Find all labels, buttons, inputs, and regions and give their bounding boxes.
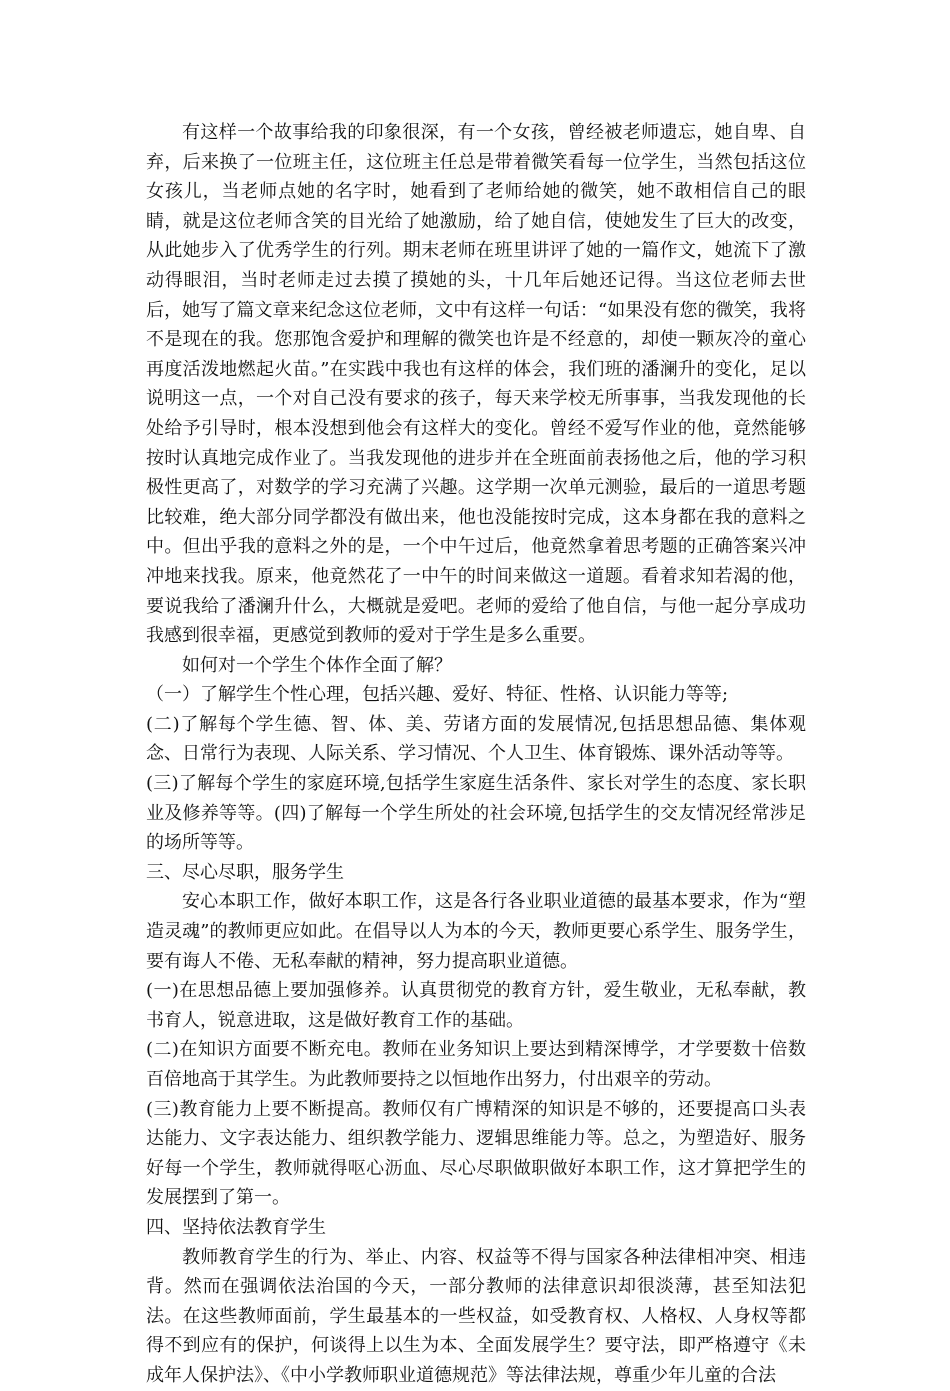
list-item: (三)了解每个学生的家庭环境,包括学生家庭生活条件、家长对学生的态度、家长职业及修养等等。(四)了解每一个学生所处的社会环境,包括学生的交友情况经常涉足的场所等等。 bbox=[146, 773, 806, 854]
body-paragraph: 如何对一个学生个体作全面了解？ bbox=[182, 654, 452, 676]
list-item: （一）了解学生个性心理，包括兴趣、爱好、特征、性格、认识能力等等; bbox=[146, 684, 729, 706]
section-heading: 四、坚持依法教育学生 bbox=[146, 1216, 326, 1238]
document-page bbox=[146, 118, 806, 1391]
body-paragraph: 有这样一个故事给我的印象很深，有一个女孩，曾经被老师遗忘，她自卑、自弃，后来换了一位班主任，这位班主任总是带着微笑看每一位学生，当然包括这位女孩儿，当老师点她的名字时，她看到了老师给她的微笑，她不敢相信自己的眼睛，就是这位老师含笑的目光给了她激励，给了她自信，使她发生了巨大的改变，从此她步入了优秀学生的行列。期末老师在班里讲评了她的一篇作文，她流下了激动得眼泪，当时老师走过去摸了摸她的头，十几年后她还记得。当这位老师去世后，她写了篇文章来纪念这位老师，文中有这样一句话：“如果没有您的微笑，我将不是现在的我。您那饱含爱护和理解的微笑也许是不经意的，却使一颗灰冷的童心再度活泼地燃起火苗。”在实践中我也有这样的体会，我们班的潘澜升的变化，足以说明这一点，一个对自己没有要求的孩子，每天来学校无所事事，当我发现他的长处给予引导时，根本没想到他会有这样大的变化。曾经不爱写作业的他，竟然能够按时认真地完成作业了。当我发现他的进步并在全班面前表扬他之后，他的学习积极性更高了，对数学的学习充满了兴趣。这学期一次单元测验，最后的一道思考题比较难，绝大部分同学都没有做出来，他也没能按时完成，这本身都在我的意料之中。但出乎我的意料之外的是，一个中午过后，他竟然拿着思考题的正确答案兴冲冲地来找我。原来，他竟然花了一中午的时间来做这一道题。看着求知若渴的他，要说我给了潘澜升什么，大概就是爱吧。老师的爱给了他自信，与他一起分享成功我感到很幸福，更感觉到教师的爱对于学生是多么重要。 bbox=[146, 122, 806, 647]
body-paragraph: 安心本职工作，做好本职工作，这是各行各业职业道德的最基本要求，作为“塑造灵魂”的教师更应如此。在倡导以人为本的今天，教师更要心系学生、服务学生，要有诲人不倦、无私奉献的精神，努力提高职业道德。 bbox=[146, 891, 806, 972]
list-item: (一)在思想品德上要加强修养。认真贯彻党的教育方针，爱生敬业，无私奉献，教书育人，锐意进取，这是做好教育工作的基础。 bbox=[146, 980, 806, 1031]
list-item: (二)了解每个学生德、智、体、美、劳诸方面的发展情况,包括思想品德、集体观念、日常行为表现、人际关系、学习情况、个人卫生、体育锻炼、课外活动等等。 bbox=[146, 713, 806, 765]
list-item: (二)在知识方面要不断充电。教师在业务知识上要达到精深博学，才学要数十倍数百倍地高于其学生。为此教师要持之以恒地作出努力，付出艰辛的劳动。 bbox=[146, 1039, 806, 1090]
list-item: (三)教育能力上要不断提高。教师仅有广博精深的知识是不够的，还要提高口头表达能力、文字表达能力、组织教学能力、逻辑思维能力等。总之，为塑造好、服务好每一个学生，教师就得呕心沥血、尽心尽职做职做好本职工作，这才算把学生的发展摆到了第一。 bbox=[146, 1098, 806, 1209]
section-heading: 三、尽心尽职，服务学生 bbox=[146, 861, 344, 883]
body-paragraph: 教师教育学生的行为、举止、内容、权益等不得与国家各种法律相冲突、相违背。然而在强调依法治国的今天，一部分教师的法律意识却很淡薄，甚至知法犯法。在这些教师面前，学生最基本的一些权益，如受教育权、人格权、人身权等都得不到应有的保护，何谈得上以生为本、全面发展学生？要守法，即严格遵守《未成年人保护法》、《中小学教师职业道德规范》等法律法规，尊重少年儿童的合法 bbox=[146, 1246, 806, 1386]
